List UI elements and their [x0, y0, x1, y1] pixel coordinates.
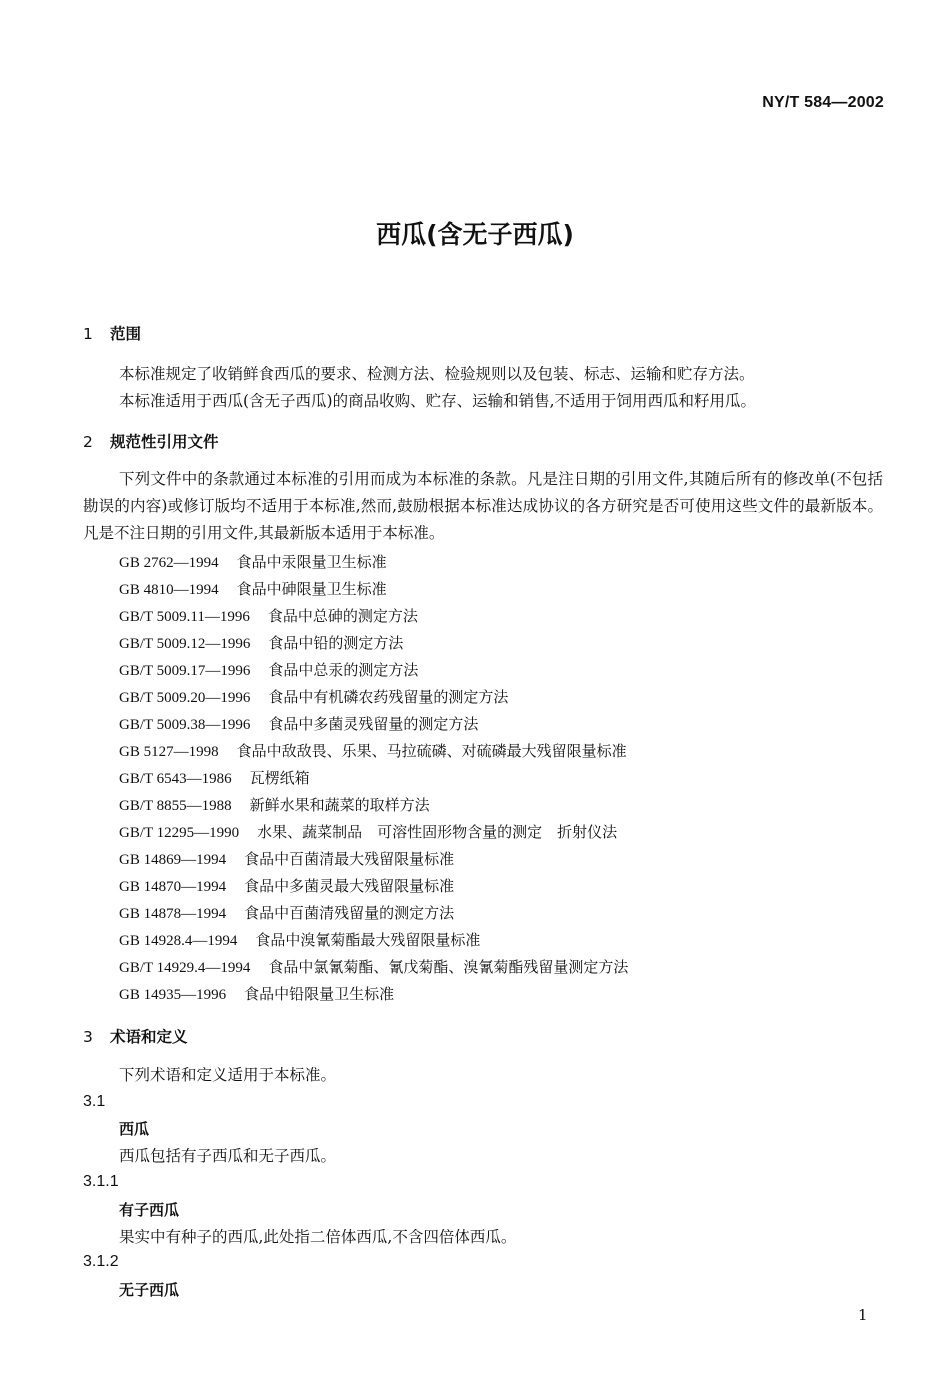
reference-item — [119, 605, 418, 626]
reference-title: 食品中铅的测定方法 — [268, 634, 404, 652]
reference-item — [119, 578, 387, 599]
section-title: 规范性引用文件 — [110, 433, 219, 451]
reference-title: 食品中敌敌畏、乐果、马拉硫磷、对硫磷最大残留限量标准 — [236, 742, 627, 760]
terms-intro: 下列术语和定义适用于本标准。 — [119, 1066, 337, 1084]
section-title: 范围 — [110, 325, 142, 343]
section-number: 3 — [83, 1028, 93, 1046]
reference-item — [119, 794, 430, 815]
reference-code: GB 4810—1994 — [119, 582, 219, 598]
section-number: 1 — [83, 325, 93, 343]
reference-item — [119, 686, 508, 707]
clause-number: 3.1.2 — [83, 1253, 119, 1270]
section-title: 术语和定义 — [110, 1028, 188, 1046]
reference-title: 食品中总汞的测定方法 — [268, 661, 419, 679]
reference-item — [119, 929, 480, 950]
section-3-heading — [83, 1025, 188, 1047]
reference-title: 食品中多菌灵最大残留限量标准 — [244, 877, 455, 895]
reference-title: 食品中百菌清最大残留限量标准 — [244, 850, 455, 868]
reference-code: GB 14935—1996 — [119, 987, 227, 1003]
reference-title: 食品中百菌清残留量的测定方法 — [244, 904, 455, 922]
reference-title: 瓦楞纸箱 — [249, 769, 310, 787]
term-name: 有子西瓜 — [119, 1201, 180, 1219]
scope-paragraph: 本标准规定了收销鲜食西瓜的要求、检测方法、检验规则以及包装、标志、运输和贮存方法。 — [119, 365, 755, 383]
reference-code: GB 14869—1994 — [119, 852, 227, 868]
term-name: 无子西瓜 — [119, 1281, 180, 1299]
reference-item — [119, 848, 454, 869]
reference-title: 食品中氯氰菊酯、氰戊菊酯、溴氰菊酯残留量测定方法 — [268, 958, 629, 976]
reference-item — [119, 659, 418, 680]
reference-code: GB/T 5009.17—1996 — [119, 663, 251, 679]
reference-title: 食品中汞限量卫生标准 — [236, 553, 387, 571]
reference-item — [119, 983, 394, 1004]
page-number: 1 — [858, 1306, 868, 1324]
reference-code: GB 14870—1994 — [119, 879, 227, 895]
reference-item — [119, 956, 628, 977]
scope-paragraph: 本标准适用于西瓜(含无子西瓜)的商品收购、贮存、运输和销售,不适用于饲用西瓜和籽用瓜。 — [119, 392, 757, 410]
reference-code: GB/T 5009.11—1996 — [119, 609, 250, 625]
reference-code: GB 2762—1994 — [119, 555, 219, 571]
document-title: 西瓜(含无子西瓜) — [376, 220, 574, 249]
reference-code: GB 14878—1994 — [119, 906, 227, 922]
reference-code: GB/T 5009.38—1996 — [119, 717, 251, 733]
reference-title: 食品中溴氰菊酯最大残留限量标准 — [255, 931, 481, 949]
standard-code: NY/T 584—2002 — [762, 94, 884, 111]
reference-code: GB/T 8855—1988 — [119, 798, 232, 814]
reference-item — [119, 632, 403, 653]
reference-code: GB 5127—1998 — [119, 744, 219, 760]
clause-number: 3.1 — [83, 1093, 106, 1110]
section-1-heading — [83, 322, 141, 344]
reference-code: GB/T 5009.20—1996 — [119, 690, 251, 706]
reference-item — [119, 713, 478, 734]
reference-item — [119, 902, 454, 923]
term-definition: 果实中有种子的西瓜,此处指二倍体西瓜,不含四倍体西瓜。 — [119, 1228, 517, 1246]
term-name: 西瓜 — [119, 1120, 150, 1138]
reference-title: 食品中铅限量卫生标准 — [244, 985, 395, 1003]
reference-code: GB 14928.4—1994 — [119, 933, 238, 949]
reference-code: GB/T 14929.4—1994 — [119, 960, 251, 976]
term-definition: 西瓜包括有子西瓜和无子西瓜。 — [119, 1147, 337, 1165]
section-number: 2 — [83, 433, 93, 451]
reference-item — [119, 767, 310, 788]
reference-item — [119, 551, 387, 572]
reference-code: GB/T 6543—1986 — [119, 771, 232, 787]
reference-code: GB/T 5009.12—1996 — [119, 636, 251, 652]
reference-title: 水果、蔬菜制品 可溶性固形物含量的测定 折射仪法 — [257, 823, 618, 841]
clause-number: 3.1.1 — [83, 1173, 119, 1190]
reference-title: 食品中砷限量卫生标准 — [236, 580, 387, 598]
reference-code: GB/T 12295—1990 — [119, 825, 240, 841]
reference-item — [119, 740, 627, 761]
reference-item — [119, 875, 454, 896]
reference-title: 食品中有机磷农药残留量的测定方法 — [268, 688, 509, 706]
normative-references-intro: 下列文件中的条款通过本标准的引用而成为本标准的条款。凡是注日期的引用文件,其随后所有的修改单(不包括勘误的内容)或修订版均不适用于本标准,然而,鼓励根据本标准达成协议的各方研究是否可使用这些文件的最新版本。凡是不注日期的引用文件,其最新版本适用于本标准。 — [83, 470, 883, 542]
reference-title: 食品中多菌灵残留量的测定方法 — [268, 715, 479, 733]
reference-title: 食品中总砷的测定方法 — [267, 607, 418, 625]
section-2-heading — [83, 430, 219, 452]
reference-title: 新鲜水果和蔬菜的取样方法 — [249, 796, 430, 814]
reference-item — [119, 821, 617, 842]
